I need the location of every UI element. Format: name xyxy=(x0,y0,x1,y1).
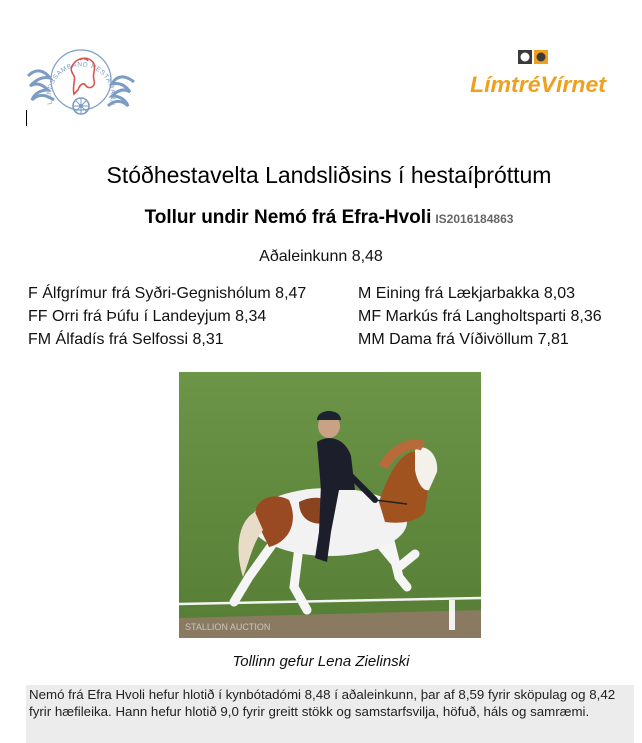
horse-heading xyxy=(0,207,642,229)
description-box: Nemó frá Efra Hvoli hefur hlotið í kynbótadómi 8,48 í aðaleinkunn, þar af 8,59 fyrir sköpulag og 8,42 fyrir hæfileika. Hann hefur hlotið 9,0 fyrir greitt stökk og samstarfsvilja, höfuð, háls og samræmi. xyxy=(26,685,634,743)
pedigree-dam: M Eining frá Lækjarbakka 8,03 xyxy=(358,285,575,302)
horse-photo xyxy=(179,372,481,638)
sponsor-logo xyxy=(466,44,616,104)
svg-text:LímtréVírnet: LímtréVírnet xyxy=(470,72,608,97)
pedigree-dam-sire: MF Markús frá Langholtsparti 8,36 xyxy=(358,308,602,325)
photo-caption: Tollinn gefur Lena Zielinski xyxy=(232,653,410,670)
pedigree-dam-dam: MM Dama frá Víðivöllum 7,81 xyxy=(358,331,569,348)
svg-text:STALLION AUCTION: STALLION AUCTION xyxy=(185,622,271,632)
text-cursor xyxy=(26,110,27,126)
pedigree-sire-dam: FM Álfadís frá Selfossi 8,31 xyxy=(28,331,224,348)
pedigree-sire-sire: FF Orri frá Þúfu í Landeyjum 8,34 xyxy=(28,308,267,325)
svg-text:LANDSSAMBAND HESTAMANNAFÉLAGA: LANDSSAMBAND HESTAMANN xyxy=(45,61,117,107)
horse-name: Tollur undir Nemó frá Efra-Hvoli xyxy=(144,207,432,228)
horse-registration: IS2016184863 xyxy=(435,212,514,226)
pedigree-sire-side xyxy=(28,282,306,351)
pedigree-sire: F Álfgrímur frá Syðri-Gegnishólum 8,47 xyxy=(28,285,307,302)
pedigree-dam-side xyxy=(358,282,602,351)
page-title: Stóðhestavelta Landsliðsins í hestaíþróttum xyxy=(106,162,552,188)
main-score: Aðaleinkunn 8,48 xyxy=(259,248,383,265)
association-logo xyxy=(24,34,138,124)
